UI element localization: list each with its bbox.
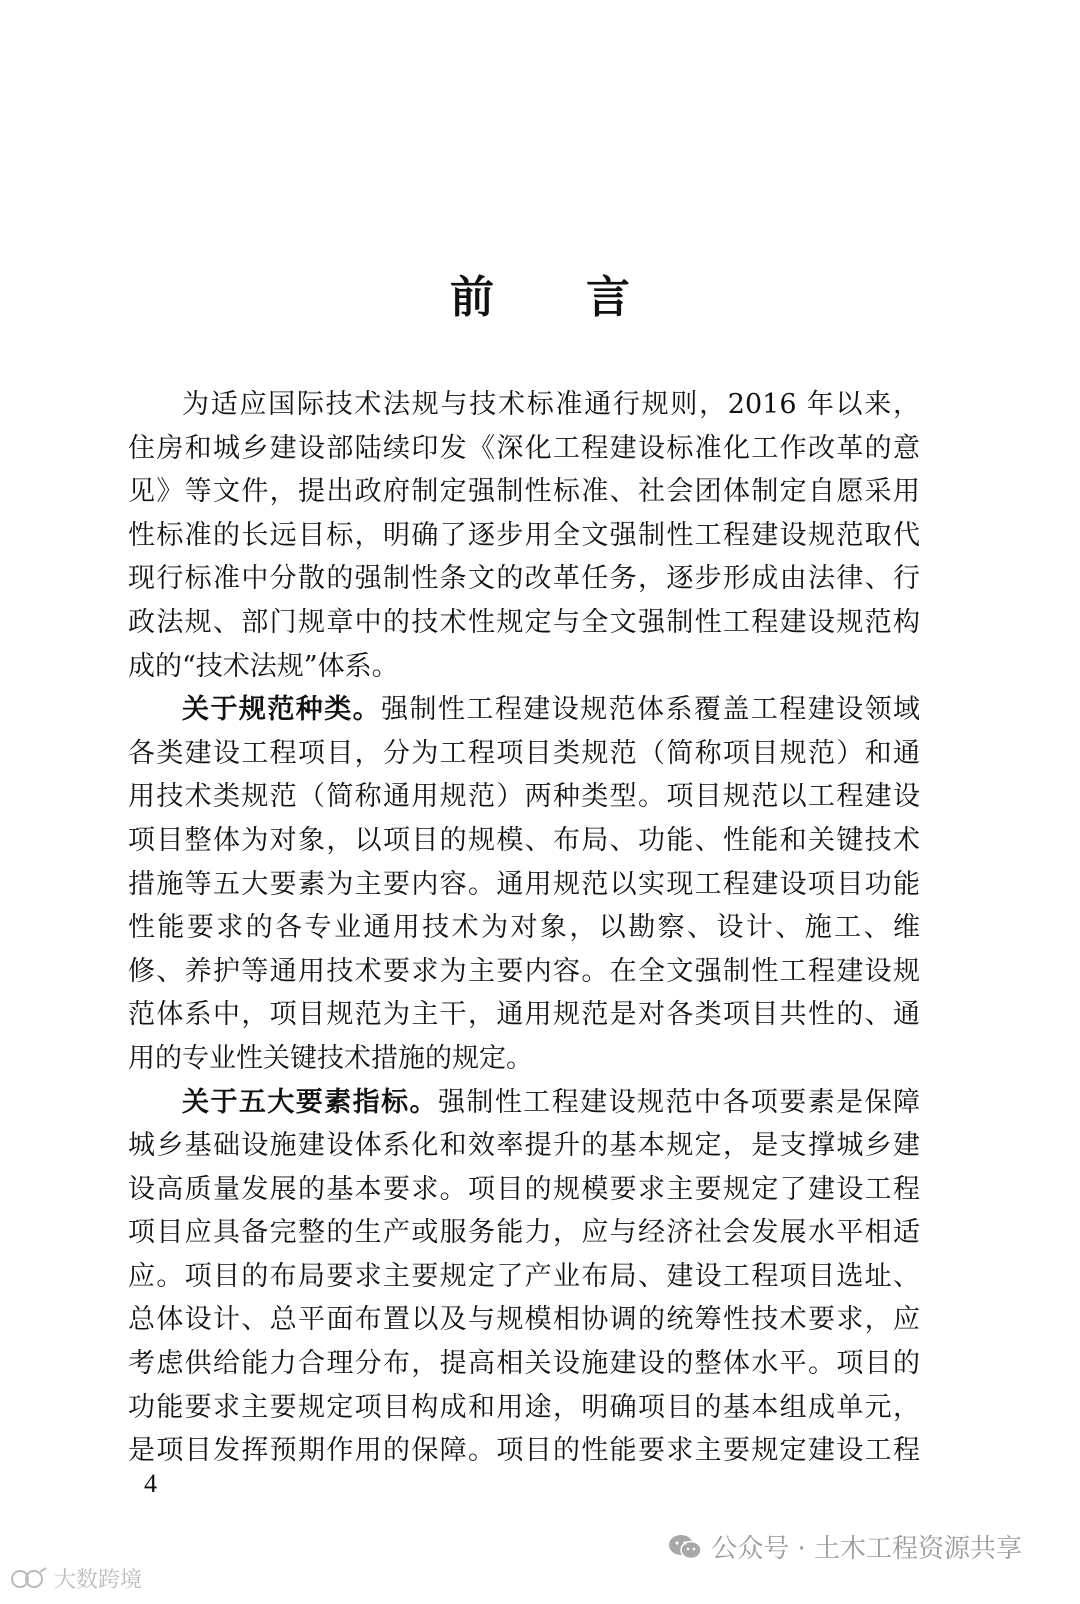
paragraph-3-line-5: 应。项目的布局要求主要规定了产业布局、建设工程项目选址、 [128,1260,920,1292]
paragraph-2-line-4: 项目整体为对象，以项目的规模、布局、功能、性能和关键技术 [128,824,920,856]
logo-icon [10,1566,50,1592]
paragraph-3-line-6: 总体设计、总平面布置以及与规模相协调的统筹性技术要求，应 [128,1304,920,1336]
paragraph-1-line-4: 性标准的长远目标，明确了逐步用全文强制性工程建设规范取代 [128,519,920,551]
paragraph-3-line-8: 功能要求主要规定项目构成和用途，明确项目的基本组成单元， [128,1391,920,1423]
paragraph-2-line-3: 用技术类规范（简称通用规范）两种类型。项目规范以工程建设 [128,781,920,813]
page-title-char-1: 前 [450,272,494,323]
paragraph-2-line-2: 各类建设工程项目，分为工程项目类规范（简称项目规范）和通 [128,737,920,769]
paragraph-1-line-7: 成的“技术法规”体系。 [128,650,399,682]
paragraph-2-line-9: 用的专业性关键技术措施的规定。 [128,1042,533,1074]
paragraph-1-line-5: 现行标准中分散的强制性条文的改革任务，逐步形成由法律、行 [128,563,920,595]
paragraph-2-lead: 关于规范种类。 [182,694,382,726]
paragraph-1-line-1: 为适应国际技术法规与技术标准通行规则，2016 年以来， [182,389,920,420]
paragraph-2-line-1 [128,688,920,732]
paragraph-2-line-5: 措施等五大要素为主要内容。通用规范以实现工程建设项目功能 [128,868,920,900]
paragraph-3-line-3: 设高质量发展的基本要求。项目的规模要求主要规定了建设工程 [128,1173,920,1205]
paragraph-3-line-1 [128,1081,920,1125]
corner-logo [10,1563,142,1594]
page-title [0,268,1080,328]
watermark [667,1528,1022,1565]
paragraph-1-line-3: 见》等文件，提出政府制定强制性标准、社会团体制定自愿采用 [128,476,920,508]
page-title-char-2: 言 [586,272,630,323]
paragraph-2-line-8: 范体系中，项目规范为主干，通用规范是对各类项目共性的、通 [128,999,920,1031]
corner-logo-text: 大数跨境 [54,1568,143,1593]
paragraph-3-line-9: 是项目发挥预期作用的保障。项目的性能要求主要规定建设工程 [128,1435,920,1467]
paragraph-3-line-2: 城乡基础设施建设体系化和效率提升的基本规定，是支撑城乡建 [128,1130,920,1162]
wechat-icon [667,1533,703,1561]
paragraph-1-line-6: 政法规、部门规章中的技术性规定与全文强制性工程建设规范构 [128,606,920,638]
paragraph-3-line-1-text: 强制性工程建设规范中各项要素是保障 [437,1086,921,1118]
paragraph-3-line-7: 考虑供给能力合理分布，提高相关设施建设的整体水平。项目的 [128,1348,920,1380]
body-text [128,383,920,1473]
paragraph-3-line-4: 项目应具备完整的生产或服务能力，应与经济社会发展水平相适 [128,1217,920,1249]
paragraph-2-line-7: 修、养护等通用技术要求为主要内容。在全文强制性工程建设规 [128,955,920,987]
paragraph-3-lead: 关于五大要素指标。 [182,1086,438,1118]
watermark-text: 公众号 · 土木工程资源共享 [711,1534,1022,1564]
paragraph-1-line-2: 住房和城乡建设部陆续印发《深化工程建设标准化工作改革的意 [128,432,920,464]
paragraph-2-line-6: 性能要求的各专业通用技术为对象，以勘察、设计、施工、维 [128,912,920,944]
paragraph-2-line-1-text: 强制性工程建设规范体系覆盖工程建设领域 [381,694,921,726]
page-number: 4 [144,1469,157,1498]
